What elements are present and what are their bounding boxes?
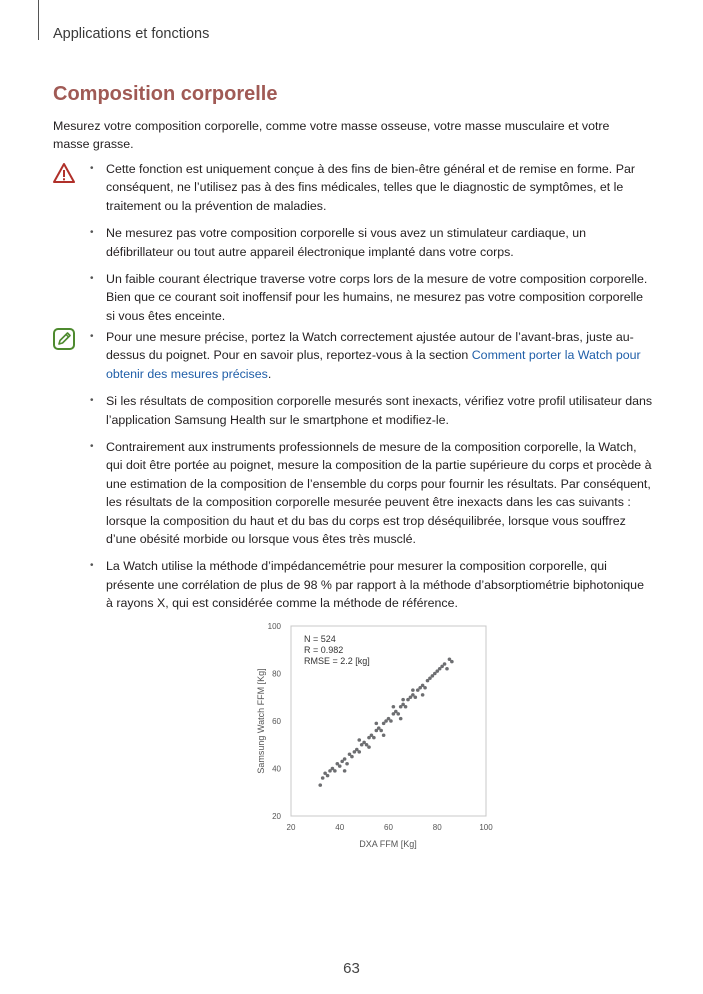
scatter-point [345,762,349,766]
section-header: Applications et fonctions [53,26,210,42]
scatter-point [343,769,347,773]
note-item: • La Watch utilise la méthode d’impédancemétrie pour mesurer la composition corporelle, qui présente une corrélation de plus de 98 % par rapport à la méthode d’absorptiométrie biphotonique à rayons X, qui est considérée comme la méthode de référence. [106,557,653,612]
scatter-point [423,686,427,690]
intro-text: Mesurez votre composition corporelle, comme votre masse osseuse, votre masse musculaire et votre masse grasse. [53,119,610,151]
scatter-point [357,750,361,754]
scatter-point [375,722,379,726]
page-title: Composition corporelle [53,83,278,105]
x-axis-label: DXA FFM [Kg] [359,839,417,849]
scatter-point [411,688,415,692]
y-axis-label: Samsung Watch FFM [Kg] [256,668,266,774]
x-tick-label: 20 [286,823,296,832]
scatter-point [321,776,325,780]
note-pencil-icon [53,328,75,350]
scatter-point [343,757,347,761]
note-list [53,328,653,613]
warning-item: • Ne mesurez pas votre composition corporelle si vous avez un stimulateur cardiaque, un défibrillateur ou tout autre appareil électronique implanté dans votre corps. [106,224,653,261]
stat-rmse: RMSE = 2.2 [kg] [304,656,370,666]
note-block [53,328,653,622]
y-tick-label: 40 [272,764,281,774]
warning-item: • Un faible courant électrique traverse votre corps lors de la mesure de votre composition corporelle. Bien que ce courant soit inoffensif pour les humains, ne mesurez pas votre composition corporelle si vous êtes enceinte. [106,270,653,325]
sidebar-rule [38,0,39,40]
x-tick-label: 80 [432,823,442,832]
scatter-point [450,660,454,664]
scatter-point [392,705,396,709]
scatter-point [379,729,383,733]
scatter-point [357,738,361,742]
y-tick-label: 100 [267,622,281,631]
scatter-point [399,717,403,721]
note-item-text: Pour une mesure précise, portez la Watch correctement ajustée autour de l’avant-bras, juste au-dessus du poignet. Pour en savoir plus, reportez-vous à la section [106,330,634,363]
x-tick-label: 100 [479,823,493,832]
y-tick-label: 20 [272,812,281,821]
warning-block [53,160,653,334]
note-item-end: . [267,366,272,381]
scatter-point [389,719,393,723]
x-tick-labels [287,823,494,832]
scatter-point [333,769,337,773]
scatter-point [421,693,425,697]
y-tick-labels [268,622,282,821]
note-item: • Si les résultats de composition corporelle mesurés sont inexacts, vérifiez votre profil utilisateur dans l’application Samsung Health sur le smartphone et modifiez-le. [106,392,653,429]
stat-r: R = 0.982 [304,645,344,655]
scatter-point [445,667,449,671]
stat-n: N = 524 [304,634,336,644]
note-item: • Contrairement aux instruments professionnels de mesure de la composition corporelle, la Watch, qui doit être portée au poignet, mesure la composition de la partie supérieure du corps et procède à une estimation de la composition de l’ensemble du corps pour fournir les résultats. Par conséquent, les résultats de la composition corporelle mesurée peuvent être inexacts dans les cas suivants : lorsque la composition du haut et du bas du corps est trop déséquilibrée, lorsque vous souffrez d’une obésité morbide ou lorsque vous êtes très musclé. [106,438,653,548]
scatter-point [404,705,408,709]
warning-icon [53,162,75,184]
x-tick-label: 60 [384,823,393,832]
scatter-point [372,736,376,740]
scatter-point [367,745,371,749]
scatter-point [326,774,330,778]
wear-watch-link[interactable]: Comment porter la Watch pour obtenir des mesures précises [106,348,641,381]
warning-item: • Cette fonction est uniquement conçue à des fins de bien-être général et de remise en forme. Par conséquent, ne l’utilisez pas à des fins médicales, telles que le diagnostic de symptômes, et le traitement ou la prévention de maladies. [106,160,653,215]
scatter-point [338,764,342,768]
x-tick-label: 40 [335,823,345,832]
note-item [106,328,653,383]
scatter-point [396,712,400,716]
scatter-point [350,755,354,759]
scatter-point [318,783,322,787]
scatter-point [443,662,447,666]
ffm-scatter-chart [248,618,498,850]
y-tick-label: 80 [272,669,281,679]
scatter-point [414,695,418,699]
y-tick-label: 60 [272,717,281,726]
scatter-point [382,733,386,737]
scatter-point [401,698,405,702]
page-number: 63 [343,960,360,977]
warning-list [53,160,653,325]
